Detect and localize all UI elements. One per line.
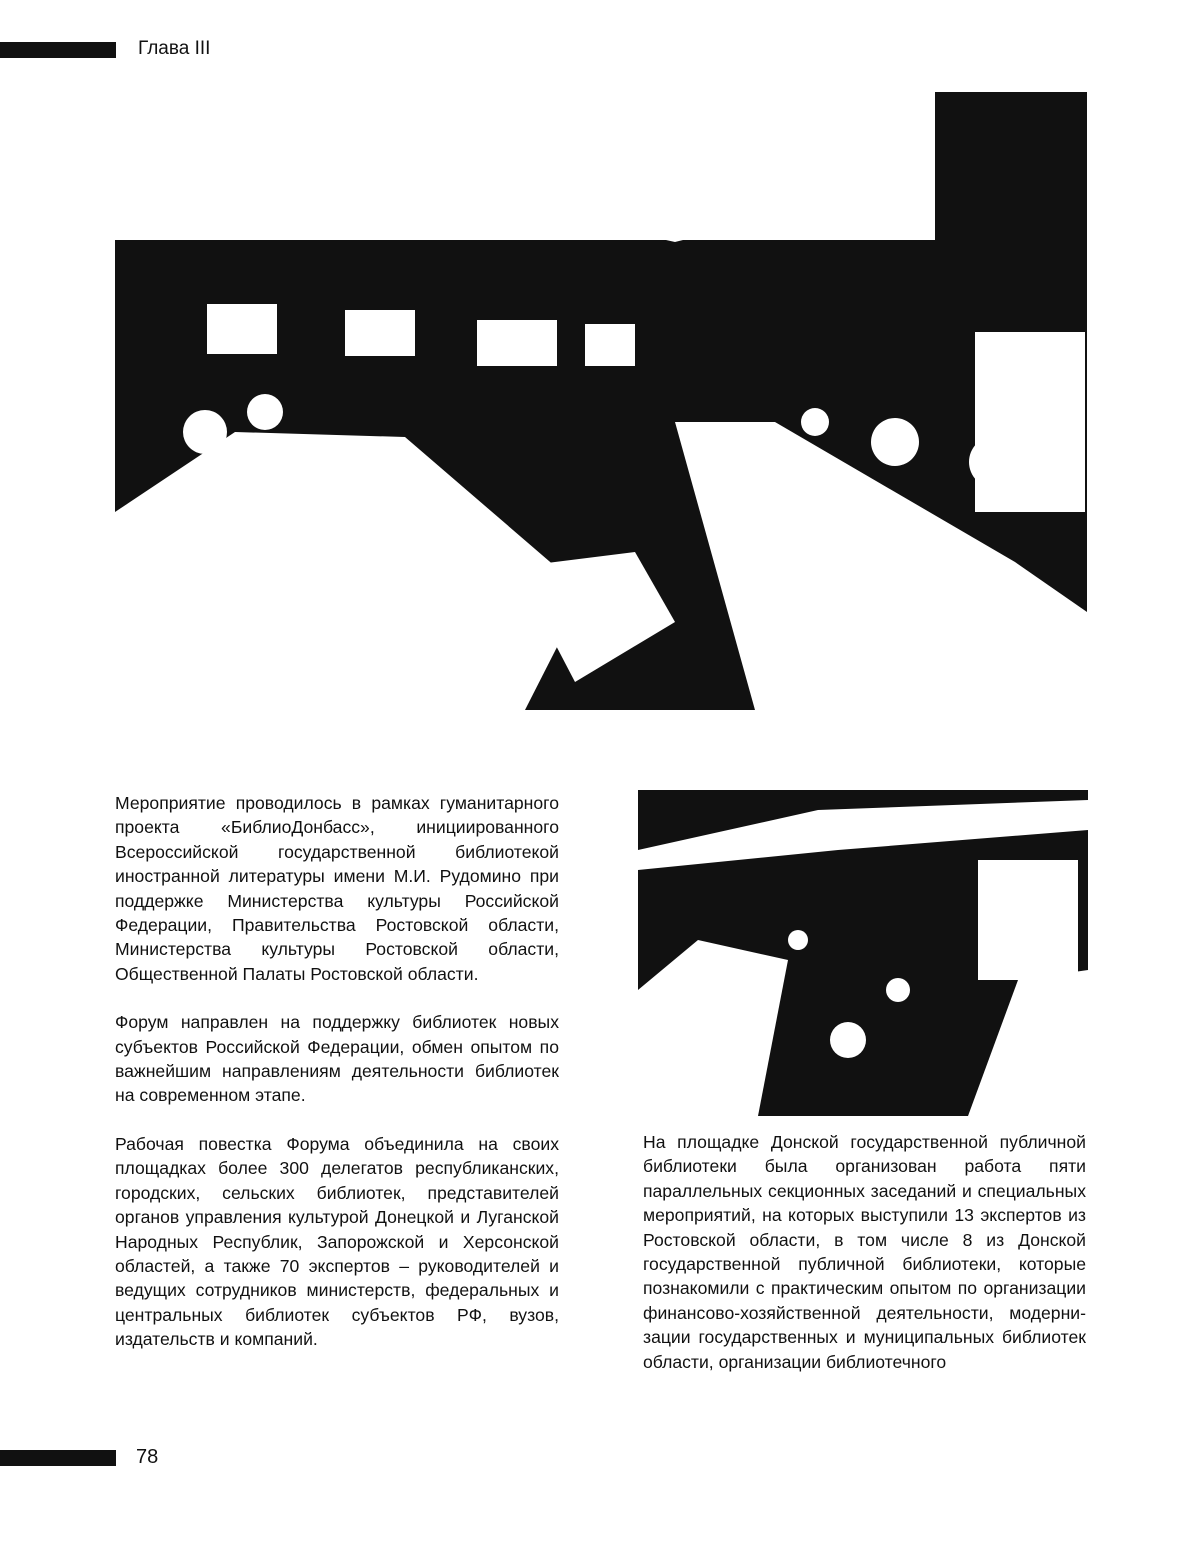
conference-room-photo (115, 92, 1087, 710)
left-column-text (115, 791, 559, 1376)
footer-rule (0, 1450, 116, 1466)
left-paragraph-2: Форум направлен на поддержку библиотек новых субъектов Российской Федерации, обмен опытом по важнейшим направлениям деятельности библиотек на современном этапе. (115, 1012, 559, 1106)
chapter-label: Глава III (138, 38, 211, 59)
right-column-text (643, 1130, 1086, 1374)
right-paragraph-1: На площадке Донской государственной публичной библиотеки была организован работа пяти параллельных секционных заседаний и специальных мероприятий, на которых выступили 13 экспертов из Ростовской области, в том числе 8 из Донской государственной публичной библиотеки, которые познакомили с практическим опытом по организации финансово-хозяйственной деятельности, модернизации государственных и муниципальных библиотек области, организации библиотечного (643, 1132, 1086, 1372)
header-rule (0, 42, 116, 58)
left-paragraph-3: Рабочая повестка Форума объединила на своих площадках более 300 делегатов республиканских, городских, сельских библиотек, представителей органов управления культурой Донецкой и Луганской Народных Республик, Запорожской и Херсонской областей, а также 70 экспертов – руководителей и ведущих сотрудников министерств, федеральных и центральных библиотек субъектов РФ, вузов, издательств и компаний. (115, 1133, 559, 1350)
page-number: 78 (136, 1446, 159, 1468)
audience-hall-photo (638, 790, 1088, 1116)
left-paragraph-1: Мероприятие проводилось в рамках гуманитарного проекта «БиблиоДонбасс», инициированного Всероссийской государственной библиотекой иностранной литературы имени М.И. Рудомино при поддержке Министерства культуры Российской Федерации, Правительства Ростовской области, Министерства культуры Ростовской области, Общественной Палаты Ростовской области. (115, 793, 559, 984)
